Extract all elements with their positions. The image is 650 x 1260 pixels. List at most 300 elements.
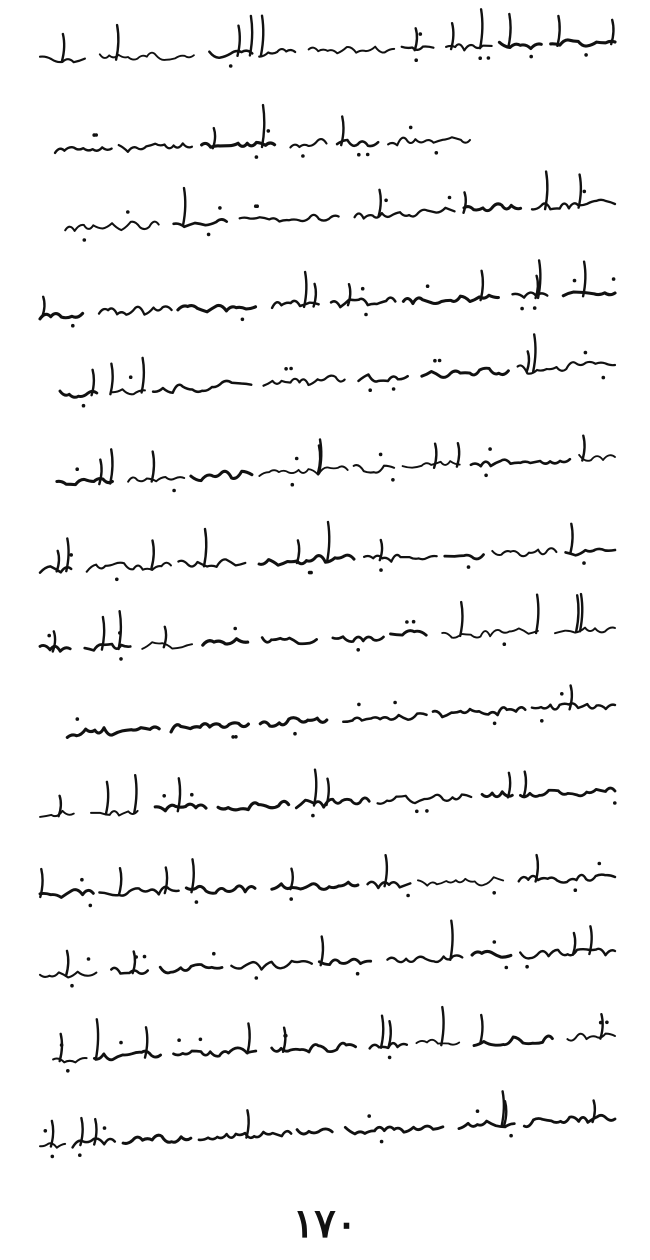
handwriting-stroke [155, 804, 206, 811]
handwriting-stroke [119, 868, 121, 894]
handwriting-stroke [145, 1027, 147, 1057]
handwriting-stroke [94, 1051, 160, 1060]
handwriting-stroke [354, 465, 394, 473]
handwriting-stroke [53, 1058, 87, 1062]
handwriting-stroke [563, 292, 615, 296]
handwriting-stroke [524, 772, 526, 797]
handwriting-stroke [573, 933, 575, 955]
handwriting-stroke [368, 882, 411, 888]
handwriting-stroke [415, 28, 417, 50]
diacritic-dot [301, 154, 305, 158]
handwriting-stroke [570, 686, 572, 710]
handwriting-stroke [40, 811, 74, 817]
handwriting-stroke [327, 779, 329, 805]
handwriting-stroke [309, 47, 395, 54]
handwriting-stroke [343, 713, 426, 721]
handwriting-stroke [92, 370, 94, 395]
handwriting-stroke [57, 479, 113, 485]
diacritic-dot [254, 976, 258, 980]
handwriting-stroke [110, 364, 112, 395]
handwriting-stroke [480, 1015, 482, 1044]
diacritic-dot [241, 318, 245, 322]
handwriting-stroke [51, 1121, 53, 1147]
diacritic-dot [291, 483, 295, 487]
diacritic-dot [573, 279, 577, 283]
handwriting-stroke [55, 147, 112, 153]
diacritic-dot [379, 453, 383, 457]
diacritic-dot [284, 367, 288, 371]
handwriting-stroke [442, 628, 538, 637]
handwriting-stroke [593, 1101, 595, 1123]
handwriting-stroke [272, 301, 319, 308]
handwriting-stroke [545, 172, 547, 210]
handwriting-stroke [66, 951, 68, 976]
diacritic-dot [357, 153, 361, 157]
handwriting-stroke [62, 34, 64, 61]
diacritic-dot [44, 1129, 48, 1133]
diacritic-dot [560, 692, 564, 696]
diacritic-dot [94, 133, 98, 137]
diacritic-dot [405, 620, 409, 624]
handwriting-stroke [333, 637, 384, 642]
handwriting-stroke [152, 452, 154, 482]
handwriting-stroke [379, 190, 381, 217]
handwriting-stroke [520, 949, 615, 959]
diacritic-dot [357, 703, 361, 707]
handwriting-stroke [191, 471, 252, 480]
diacritic-dot [493, 722, 497, 726]
handwriting-stroke [99, 306, 172, 314]
handwriting-stroke [261, 16, 263, 55]
diacritic-dot [115, 578, 119, 582]
handwriting-stroke [40, 313, 83, 319]
diacritic-dot [293, 732, 297, 736]
diacritic-dot [356, 648, 360, 652]
diacritic-dot [540, 719, 544, 723]
handwriting-stroke [94, 1119, 96, 1144]
diacritic-dot [391, 478, 395, 482]
handwriting-stroke [128, 477, 184, 482]
handwriting-stroke [508, 773, 510, 798]
diacritic-dot [218, 206, 222, 210]
handwriting-stroke [355, 208, 455, 219]
handwriting-stroke [296, 798, 369, 808]
handwriting-stroke [314, 770, 316, 806]
handwriting-stroke [580, 594, 582, 631]
diacritic-dot [380, 1140, 384, 1144]
handwriting-stroke [364, 555, 437, 562]
manuscript-line [40, 1091, 615, 1158]
handwriting-stroke [153, 381, 251, 393]
handwriting-stroke [246, 1110, 248, 1137]
handwriting-stroke [434, 444, 436, 468]
handwriting-stroke [433, 707, 525, 717]
handwriting-stroke [570, 524, 572, 554]
handwriting-stroke [536, 276, 538, 298]
diacritic-dot [366, 153, 370, 157]
handwriting-stroke [142, 358, 144, 393]
handwriting-stroke [42, 297, 44, 317]
diacritic-dot [78, 1153, 82, 1157]
diacritic-dot [379, 568, 383, 572]
diacritic-dot [509, 1134, 513, 1138]
diacritic-dot [406, 894, 410, 898]
diacritic-dot [393, 701, 397, 705]
handwriting-stroke [600, 1014, 602, 1038]
diacritic-dot [83, 238, 87, 242]
handwriting-stroke [152, 541, 154, 569]
diacritic-dot [525, 965, 529, 969]
diacritic-dot [199, 1038, 203, 1042]
handwriting-stroke [133, 952, 135, 974]
diacritic-dot [60, 1043, 64, 1047]
handwriting-stroke [441, 1007, 443, 1045]
diacritic-dot [75, 467, 79, 471]
handwriting-stroke [555, 627, 615, 633]
diacritic-dot [433, 359, 437, 363]
handwriting-stroke [345, 1126, 443, 1134]
handwriting-stroke [203, 639, 248, 645]
handwriting-stroke [183, 188, 185, 225]
handwriting-stroke [385, 855, 387, 886]
page-number: ١٧٠ [292, 1200, 358, 1247]
diacritic-dot [289, 367, 293, 371]
handwriting-stroke [259, 49, 295, 57]
handwriting-stroke [451, 23, 453, 49]
diacritic-dot [361, 287, 365, 291]
handwriting-stroke [331, 298, 395, 308]
handwriting-stroke [91, 811, 138, 816]
diacritic-dot [284, 1034, 288, 1038]
manuscript-line [67, 686, 615, 739]
handwriting-stroke [481, 271, 483, 300]
handwriting-stroke [240, 215, 339, 222]
diacritic-dot [529, 55, 533, 59]
diacritic-dot [384, 199, 388, 203]
diacritic-dot [605, 1021, 609, 1025]
diacritic-dot [190, 793, 194, 797]
handwriting-stroke [174, 219, 227, 226]
handwriting-stroke [524, 1115, 615, 1126]
diacritic-dot [195, 900, 199, 904]
diacritic-dot [415, 810, 419, 814]
handwriting-stroke [576, 595, 578, 631]
diacritic-dot [177, 1038, 181, 1042]
handwriting-stroke [213, 128, 215, 148]
diacritic-dot [438, 359, 442, 363]
handwriting-stroke [59, 796, 61, 816]
handwriting-stroke [359, 375, 408, 382]
handwriting-stroke [40, 890, 93, 898]
diacritic-dot [212, 952, 216, 956]
diacritic-dot [71, 324, 75, 328]
handwriting-stroke [582, 436, 584, 461]
handwriting-stroke [474, 1036, 552, 1046]
diacritic-dot [584, 53, 588, 57]
diacritic-dot [368, 388, 372, 392]
diacritic-dot [311, 814, 315, 818]
handwriting-stroke [402, 46, 434, 49]
diacritic-dot [364, 313, 368, 317]
handwriting-stroke [513, 293, 548, 298]
handwriting-stroke [499, 42, 541, 48]
manuscript-line [53, 1007, 615, 1073]
diacritic-dot [598, 862, 602, 866]
diacritic-dot [118, 631, 122, 635]
handwriting-stroke [527, 351, 529, 371]
handwriting-stroke [142, 642, 192, 649]
diacritic-dot [505, 966, 509, 970]
diacritic-dot [412, 620, 416, 624]
handwriting-stroke [247, 1024, 249, 1054]
diacritic-dot [51, 1155, 55, 1159]
handwriting-stroke [209, 51, 252, 58]
manuscript-line [57, 436, 615, 493]
diacritic-dot [435, 151, 439, 155]
diacritic-dot [295, 457, 299, 461]
handwriting-stroke [318, 446, 320, 474]
handwriting-stroke [85, 644, 131, 650]
handwriting-stroke [100, 53, 194, 60]
manuscript-line [40, 855, 615, 907]
handwriting-stroke [65, 222, 159, 231]
handwriting-stroke [116, 25, 118, 60]
diacritic-dot [134, 955, 138, 959]
handwriting-stroke [321, 937, 323, 966]
diacritic-dot [488, 447, 492, 451]
manuscript-line [60, 334, 615, 407]
handwriting-stroke [416, 1040, 459, 1045]
diacritic-dot [162, 794, 166, 798]
diacritic-dot [492, 891, 496, 895]
handwriting-stroke [589, 926, 591, 954]
handwriting-stroke [231, 961, 311, 970]
handwriting-stroke [533, 334, 535, 371]
diacritic-dot [254, 204, 258, 208]
diacritic-dot [126, 210, 130, 214]
handwriting-stroke [238, 26, 240, 56]
diacritic-dot [414, 58, 418, 62]
handwriting-stroke [111, 968, 148, 974]
diacritic-dot [76, 717, 80, 721]
handwriting-stroke [160, 965, 222, 973]
handwriting-stroke [199, 1131, 291, 1140]
diacritic-dot [503, 642, 507, 646]
manuscript-line [40, 770, 617, 818]
handwriting-stroke [445, 555, 484, 559]
handwriting-stroke [134, 775, 136, 813]
handwriting-stroke [119, 143, 192, 151]
diacritic-dot [47, 634, 51, 638]
handwriting-stroke [422, 368, 509, 377]
diacritic-dot [476, 1109, 480, 1113]
handwriting-stroke [174, 1048, 256, 1056]
diacritic-dot [613, 801, 617, 805]
handwriting-stroke [106, 782, 108, 814]
handwriting-stroke [165, 868, 167, 894]
handwriting-stroke [110, 449, 112, 483]
handwriting-stroke [536, 595, 538, 633]
handwriting-stroke [304, 272, 306, 307]
manuscript-line [40, 522, 615, 581]
handwriting-stroke [557, 16, 559, 46]
handwriting-stroke [283, 1028, 285, 1052]
handwriting-stroke [297, 540, 299, 563]
handwriting-stroke [60, 1034, 62, 1061]
handwriting-stroke [520, 788, 615, 797]
diacritic-dot [207, 233, 211, 237]
handwriting-stroke [460, 602, 462, 636]
handwriting-stroke [391, 631, 427, 636]
diacritic-dot [599, 1021, 603, 1025]
handwriting-stroke [492, 548, 556, 556]
handwriting-stroke [297, 1129, 332, 1134]
diacritic-dot [103, 1126, 107, 1130]
diacritic-dot [143, 955, 147, 959]
diacritic-dot [388, 1056, 392, 1060]
diacritic-dot [484, 474, 488, 478]
handwriting-stroke [579, 175, 581, 208]
diacritic-dot [129, 375, 133, 379]
handwriting-stroke [66, 539, 68, 572]
diacritic-dot [602, 376, 606, 380]
handwriting-stroke [218, 801, 289, 809]
handwriting-stroke [327, 522, 329, 562]
handwriting-stroke [291, 869, 293, 889]
handwriting-stroke [250, 16, 252, 56]
handwriting-stroke [87, 563, 171, 572]
handwriting-stroke [67, 727, 159, 737]
handwriting-stroke [178, 305, 256, 311]
handwriting-stroke [381, 1016, 383, 1048]
diacritic-dot [119, 657, 123, 661]
diacritic-dot [583, 190, 587, 194]
handwriting-stroke [123, 1135, 191, 1143]
handwriting-stroke [40, 972, 96, 978]
handwriting-stroke [178, 559, 245, 566]
handwriting-stroke [192, 859, 194, 892]
diacritic-dot [574, 888, 578, 892]
diacritic-dot [409, 126, 413, 130]
diacritic-dot [533, 306, 537, 310]
diacritic-dot [356, 972, 360, 976]
handwriting-stroke [567, 1034, 615, 1041]
diacritic-dot [584, 351, 588, 355]
diacritic-dot [308, 571, 312, 575]
diacritic-dot [478, 56, 482, 60]
handwriting-stroke [259, 555, 354, 565]
handwriting-stroke [418, 877, 503, 886]
handwriting-stroke [611, 20, 613, 44]
handwriting-stroke [403, 295, 498, 303]
handwriting-stroke [551, 40, 615, 46]
diacritic-dot [367, 1114, 371, 1118]
handwriting-stroke [57, 551, 59, 572]
diacritic-dot [229, 64, 233, 68]
diacritic-dot [612, 277, 616, 281]
handwriting-stroke [186, 886, 255, 893]
handwriting-stroke [508, 14, 510, 47]
handwriting-stroke [178, 778, 180, 811]
manuscript-line [65, 172, 615, 242]
manuscript-line [40, 594, 615, 661]
diacritic-dot [267, 129, 271, 133]
handwriting-stroke [40, 869, 42, 897]
handwriting-stroke [471, 459, 570, 466]
diacritic-dot [70, 984, 74, 988]
manuscript-line [40, 260, 615, 327]
handwriting-stroke [319, 959, 370, 964]
handwriting-stroke [348, 284, 350, 305]
handwriting-stroke [259, 466, 347, 476]
handwriting-stroke [314, 284, 316, 307]
diacritic-dot [234, 735, 238, 739]
diacritic-dot [493, 940, 497, 944]
handwriting-stroke [583, 262, 585, 297]
diacritic-dot [119, 1041, 123, 1045]
manuscript-line [40, 9, 615, 67]
diacritic-dot [426, 284, 430, 288]
diacritic-dot [82, 404, 86, 408]
diacritic-dot [289, 897, 293, 901]
handwriting-stroke [480, 9, 482, 48]
handwriting-stroke [53, 631, 55, 651]
manuscript-line [55, 105, 470, 159]
diacritic-dot [448, 196, 452, 200]
diacritic-dot [233, 627, 237, 631]
diacritic-dot [87, 957, 91, 961]
manuscript-line [40, 921, 615, 988]
diacritic-dot [582, 561, 586, 565]
diacritic-dot [392, 387, 396, 391]
handwriting-stroke [536, 855, 538, 881]
handwriting-stroke [450, 921, 452, 960]
handwriting-stroke [519, 875, 615, 883]
handwriting-stroke [264, 376, 345, 386]
diacritic-dot [467, 565, 471, 569]
handwriting-stroke [80, 1118, 82, 1145]
handwriting-stroke [262, 105, 264, 147]
diacritic-dot [172, 489, 176, 493]
diacritic-dot [425, 809, 429, 813]
handwriting-stroke [262, 638, 316, 644]
handwriting-stroke [204, 529, 206, 566]
handwriting-stroke [464, 204, 521, 211]
handwriting-stroke [164, 627, 166, 647]
handwriting-stroke [380, 540, 382, 560]
diacritic-dot [255, 155, 259, 159]
diacritic-dot [419, 32, 423, 36]
handwriting-stroke [464, 192, 466, 212]
handwriting-stroke [378, 795, 472, 804]
handwriting-stroke [502, 1091, 504, 1126]
handwriting-stroke [457, 443, 459, 466]
handwriting-stroke [272, 882, 358, 889]
handwriting-stroke [388, 137, 470, 145]
handwriting-stroke [532, 703, 615, 709]
handwriting-stroke [96, 1019, 98, 1059]
handwriting-stroke [102, 617, 104, 650]
diacritic-dot [66, 1069, 70, 1073]
handwriting-stroke [566, 549, 615, 555]
handwriting-stroke [99, 460, 101, 485]
diacritic-dot [89, 904, 93, 908]
diacritic-dot [69, 553, 73, 557]
handwriting-stroke [472, 951, 511, 957]
diacritic-dot [520, 307, 524, 311]
handwriting-stroke [111, 389, 145, 394]
handwriting-stroke [389, 1021, 391, 1047]
